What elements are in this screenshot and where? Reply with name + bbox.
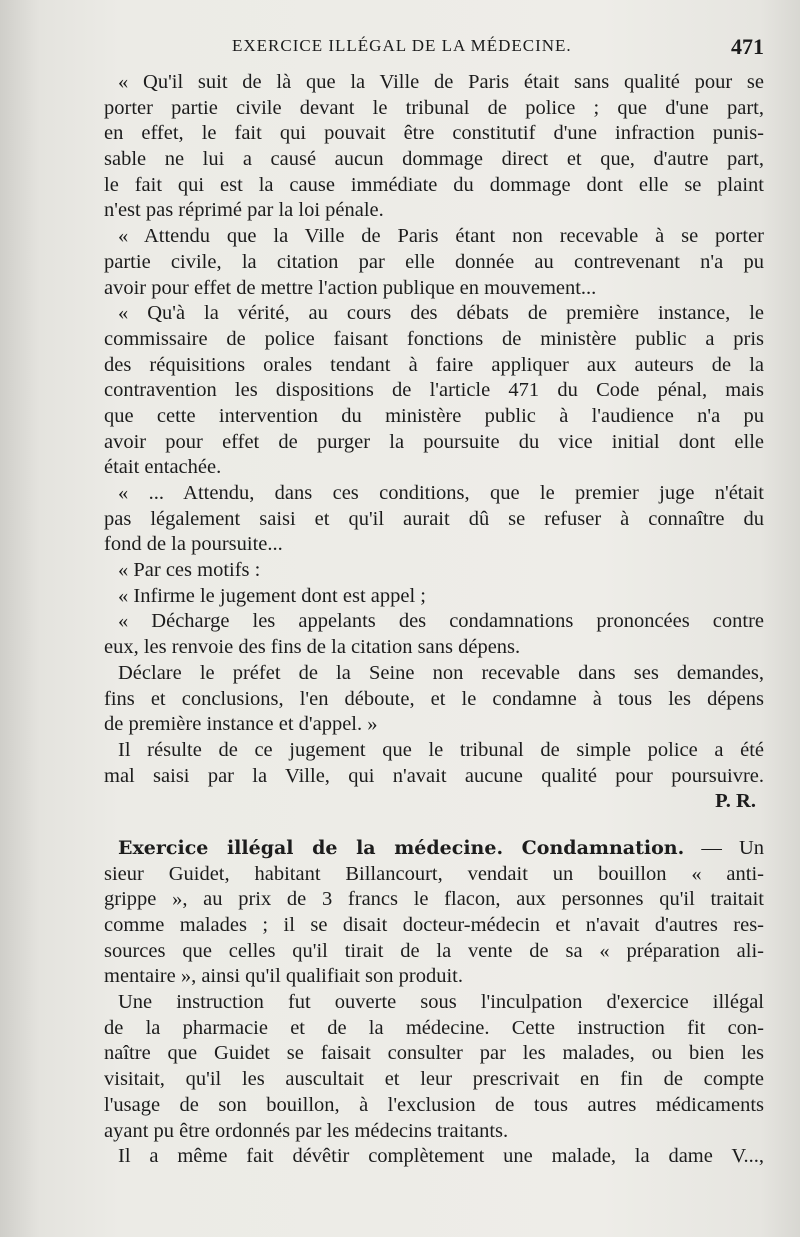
text-line: sources que celles qu'il tirait de la vente de sa « préparation ali- <box>104 939 764 962</box>
text-line: de la pharmacie et de la médecine. Cette instruction fit con- <box>104 1016 764 1039</box>
text-line: fond de la poursuite... <box>104 533 283 556</box>
page-number: 471 <box>731 34 764 59</box>
text-line: était entachée. <box>104 456 222 479</box>
text-line: l'usage de son bouillon, à l'exclusion de tous autres médicaments <box>104 1093 764 1116</box>
text-line: « Décharge les appelants des condamnations prononcées contre <box>118 610 764 633</box>
text-line-tail: — Un <box>701 836 764 859</box>
section-heading: Exercice illégal de la médecine. Condamnation. <box>118 836 685 859</box>
text-line: grippe », au prix de 3 francs le flacon, aux personnes qu'il traitait <box>104 888 764 911</box>
text-line: partie civile, la citation par elle donnée au contrevenant n'a pu <box>104 250 764 273</box>
text-line: ayant pu être ordonnés par les médecins traitants. <box>104 1119 509 1142</box>
text-line: comme malades ; il se disait docteur-médecin et n'avait d'autres res- <box>104 914 764 936</box>
text-line: avoir pour effet de purger la poursuite du vice initial dont elle <box>104 430 764 453</box>
text-line: « Attendu que la Ville de Paris étant non recevable à se porter <box>118 225 764 248</box>
text-line: « Qu'il suit de là que la Ville de Paris était sans qualité pour se <box>118 71 764 93</box>
text-line: naître que Guidet se faisait consulter par les malades, ou bien les <box>104 1042 764 1065</box>
text-line: « Infirme le jugement dont est appel ; <box>118 584 426 607</box>
section-heading-line <box>104 836 764 862</box>
text-line: Il a même fait dévêtir complètement une malade, la dame V..., <box>118 1145 764 1168</box>
text-line: « Par ces motifs : <box>118 559 261 582</box>
text-line: Il résulte de ce jugement que le tribunal de simple police a été <box>118 738 764 761</box>
text-line: mentaire », ainsi qu'il qualifiait son produit. <box>104 965 463 988</box>
text-line: mal saisi par la Ville, qui n'avait aucune qualité pour poursuivre. <box>104 764 764 787</box>
text-line: le fait qui est la cause immédiate du dommage dont elle se plaint <box>104 173 764 196</box>
text-line: « Qu'à la vérité, au cours des débats de première instance, le <box>118 302 764 325</box>
text-line: commissaire de police faisant fonctions de ministère public a pris <box>104 327 764 350</box>
text-line: n'est pas réprimé par la loi pénale. <box>104 199 384 222</box>
text-line: sable ne lui a causé aucun dommage direct et que, d'autre part, <box>104 148 764 171</box>
running-title: EXERCICE ILLÉGAL DE LA MÉDECINE. <box>232 36 572 55</box>
text-line: de première instance et d'appel. » <box>104 713 378 736</box>
text-line: contravention les dispositions de l'article 471 du Code pénal, mais <box>104 379 764 402</box>
text-line: « ... Attendu, dans ces conditions, que le premier juge n'était <box>118 482 764 504</box>
text-line: en effet, le fait qui pouvait être constitutif d'une infraction punis- <box>104 122 764 145</box>
text-line: fins et conclusions, l'en déboute, et le condamne à tous les dépens <box>104 687 764 710</box>
text-line: que cette intervention du ministère public à l'audience n'a pu <box>104 404 764 427</box>
text-line: avoir pour effet de mettre l'action publique en mouvement... <box>104 276 597 299</box>
text-line: Une instruction fut ouverte sous l'inculpation d'exercice illégal <box>118 991 764 1014</box>
text-line: porter partie civile devant le tribunal de police ; que d'une part, <box>104 96 764 119</box>
text-line: pas légalement saisi et qu'il aurait dû se refuser à connaître du <box>104 507 764 530</box>
page-body <box>104 70 764 1170</box>
text-line: visitait, qu'il les auscultait et leur prescrivait en fin de compte <box>104 1068 764 1091</box>
page-header <box>104 34 764 60</box>
text-line: eux, les renvoie des fins de la citation sans dépens. <box>104 636 521 659</box>
text-line: des réquisitions orales tendant à faire appliquer aux auteurs de la <box>104 353 764 376</box>
text-line: Déclare le préfet de la Seine non recevable dans ses demandes, <box>118 661 764 684</box>
text-line: sieur Guidet, habitant Billancourt, vendait un bouillon « anti- <box>104 862 764 885</box>
signature: P. R. <box>715 790 756 813</box>
